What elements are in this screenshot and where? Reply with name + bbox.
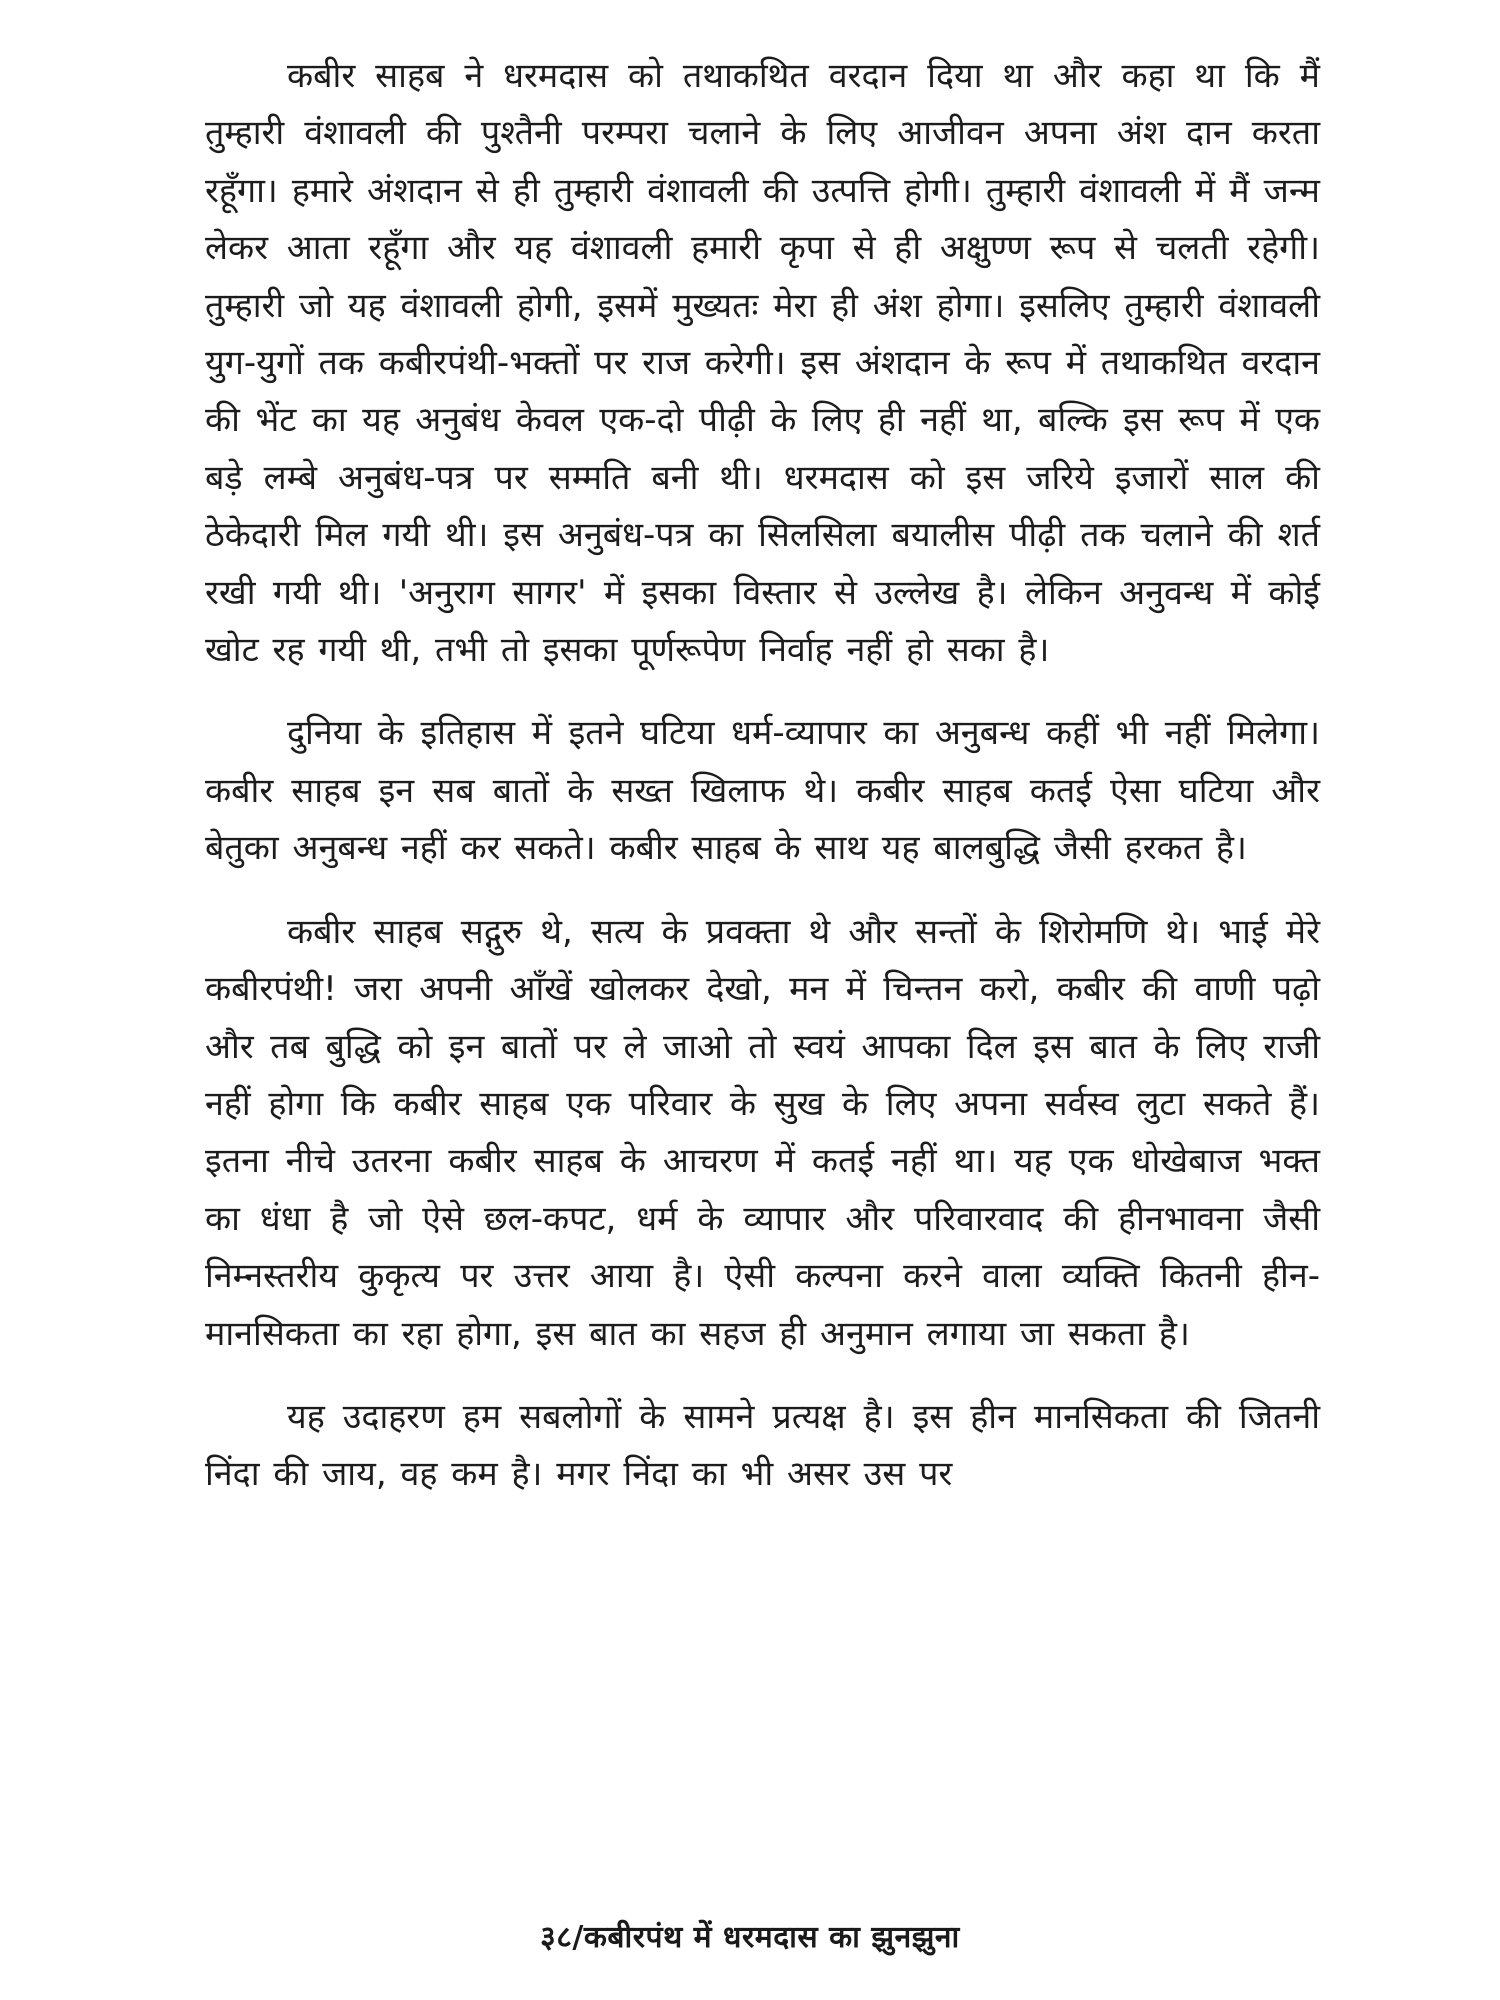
- page-footer: ३८/कबीरपंथ में धरमदास का झुनझुना: [540, 1920, 960, 1955]
- paragraph-4: यह उदाहरण हम सबलोगों के सामने प्रत्यक्ष है। इस हीन मानसिकता की जितनी निंदा की जाय, वह कम है। मगर निंदा का भी असर उस पर: [205, 1396, 1320, 1495]
- paragraph-1: कबीर साहब ने धरमदास को तथाकथित वरदान दिया था और कहा था कि मैं तुम्हारी वंशावली की पुश्तैनी परम्परा चलाने के लिए आजीवन अपना अंश दान करता रहूँगा। हमारे अंशदान से ही तुम्हारी वंशावली की उत्पत्ति होगी। तुम्हारी वंशावली में मैं जन्म लेकर आता रहूँगा और यह वंशावली हमारी कृपा से ही अक्षुण्ण रूप से चलती रहेगी। तुम्हारी जो यह वंशावली होगी, इसमें मुख्यतः मेरा ही अंश होगा। इसलिए तुम्हारी वंशावली युग-युगों तक कबीरपंथी-भक्तों पर राज करेगी। इस अंशदान के रूप में तथाकथित वरदान की भेंट का यह अनुबंध केवल एक-दो पीढ़ी के लिए ही नहीं था, बल्कि इस रूप में एक बड़े लम्बे अनुबंध-पत्र पर सम्मति बनी थी। धरमदास को इस जरिये इजारों साल की ठेकेदारी मिल गयी थी। इस अनुबंध-पत्र का सिलसिला बयालीस पीढ़ी तक चलाने की शर्त रखी गयी थी। 'अनुराग सागर' में इसका विस्तार से उल्लेख है। लेकिन अनुवन्ध में कोई खोट रह गयी थी, तभी तो इसका पूर्णरूपेण निर्वाह नहीं हो सका है।: [205, 56, 1320, 671]
- paragraph-3: कबीर साहब सद्गुरु थे, सत्य के प्रवक्ता थे और सन्तों के शिरोमणि थे। भाई मेरे कबीरपंथी! जरा अपनी आँखें खोलकर देखो, मन में चिन्तन करो, कबीर की वाणी पढ़ो और तब बुद्धि को इन बातों पर ले जाओ तो स्वयं आपका दिल इस बात के लिए राजी नहीं होगा कि कबीर साहब एक परिवार के सुख के लिए अपना सर्वस्व लुटा सकते हैं। इतना नीचे उतरना कबीर साहब के आचरण में कतई नहीं था। यह एक धोखेबाज भक्त का धंधा है जो ऐसे छल-कपट, धर्म के व्यापार और परिवारवाद की हीनभावना जैसी निम्नस्तरीय कुकृत्य पर उत्तर आया है। ऐसी कल्पना करने वाला व्यक्ति कितनी हीन-मानसिकता का रहा होगा, इस बात का सहज ही अनुमान लगाया जा सकता है।: [205, 911, 1320, 1354]
- paragraph-2: दुनिया के इतिहास में इतने घटिया धर्म-व्यापार का अनुबन्ध कहीं भी नहीं मिलेगा। कबीर साहब इन सब बातों के सख्त खिलाफ थे। कबीर साहब कतई ऐसा घटिया और बेतुका अनुबन्ध नहीं कर सकते। कबीर साहब के साथ यह बालबुद्धि जैसी हरकत है।: [205, 713, 1320, 869]
